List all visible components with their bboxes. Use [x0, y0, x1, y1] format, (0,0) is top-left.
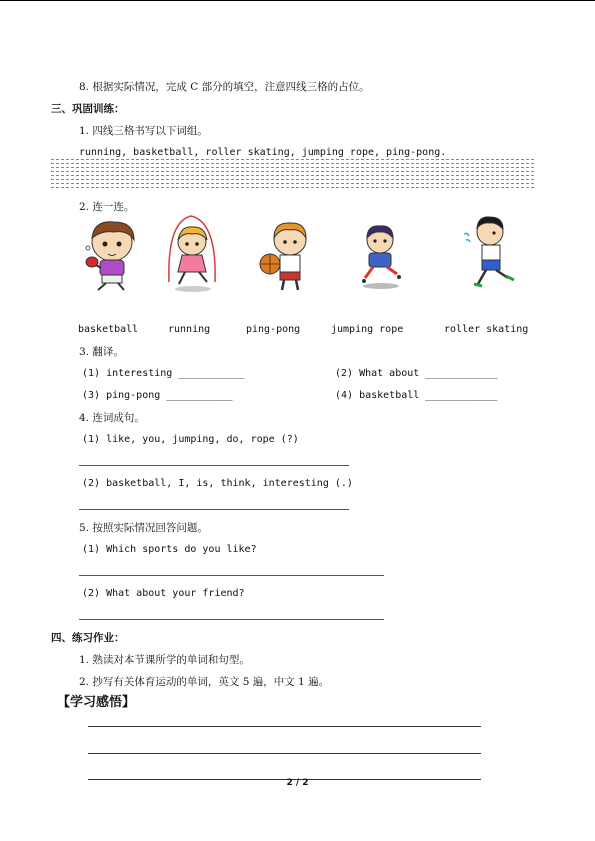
exercise-2-title: 2. 连一连。 — [79, 201, 135, 213]
exercise-1-title: 1. 四线三格书写以下词组。 — [79, 125, 208, 137]
question-item: (2) What about your friend? — [82, 588, 245, 599]
basketball-boy-image — [258, 220, 314, 294]
word-order-item: (1) like, you, jumping, do, rope (?) — [82, 434, 299, 445]
word-order-item: (2) basketball, I, is, think, interesting (.) — [82, 478, 353, 489]
answer-line — [79, 619, 384, 620]
reflection-line — [88, 753, 481, 754]
writing-line — [51, 179, 534, 180]
homework-item: 1. 熟读对本节课所学的单词和句型。 — [79, 654, 250, 666]
writing-line — [51, 175, 534, 176]
writing-line — [51, 171, 534, 172]
reflection-title: 【学习感悟】 — [57, 695, 136, 710]
translate-item: (4) basketball ____________ — [335, 390, 498, 401]
writing-line — [51, 159, 534, 160]
answer-line — [79, 509, 349, 510]
jumping-rope-girl-image — [163, 212, 221, 294]
top-border — [0, 0, 595, 1]
writing-line — [51, 167, 534, 168]
section-3-title: 三、巩固训练： — [51, 103, 125, 115]
homework-item: 2. 抄写有关体育运动的单词，英文 5 遍，中文 1 遍。 — [79, 676, 330, 688]
question-item: (1) Which sports do you like? — [82, 544, 257, 555]
exercise-4-title: 4. 连词成句。 — [79, 412, 145, 424]
exercise-5-title: 5. 按照实际情况回答问题。 — [79, 522, 208, 534]
sport-label: jumping rope — [331, 324, 404, 335]
exercise-1-words: running, basketball, roller skating, jumping rope, ping-pong. — [79, 147, 447, 158]
translate-item: (2) What about ____________ — [335, 368, 498, 379]
writing-line — [51, 183, 534, 184]
answer-line — [79, 575, 384, 576]
roller-skating-boy-image — [355, 222, 411, 290]
section-4-title: 四、练习作业： — [51, 632, 125, 644]
sport-label: running — [168, 324, 211, 335]
answer-line — [79, 465, 349, 466]
exercise-3-title: 3. 翻译。 — [79, 346, 124, 358]
page-number: 2 / 2 — [286, 778, 309, 788]
writing-line — [51, 187, 534, 188]
writing-line — [51, 163, 534, 164]
sport-label: ping-pong — [246, 324, 301, 335]
translate-item: (3) ping-pong ___________ — [82, 390, 233, 401]
question-8: 8. 根据实际情况，完成 C 部分的填空，注意四线三格的占位。 — [79, 81, 370, 93]
sport-label: roller skating — [444, 324, 529, 335]
ping-pong-boy-image — [84, 218, 140, 294]
running-boy-image — [460, 212, 522, 292]
sport-label: basketball — [78, 324, 139, 335]
translate-item: (1) interesting ___________ — [82, 368, 245, 379]
reflection-line — [88, 726, 481, 727]
